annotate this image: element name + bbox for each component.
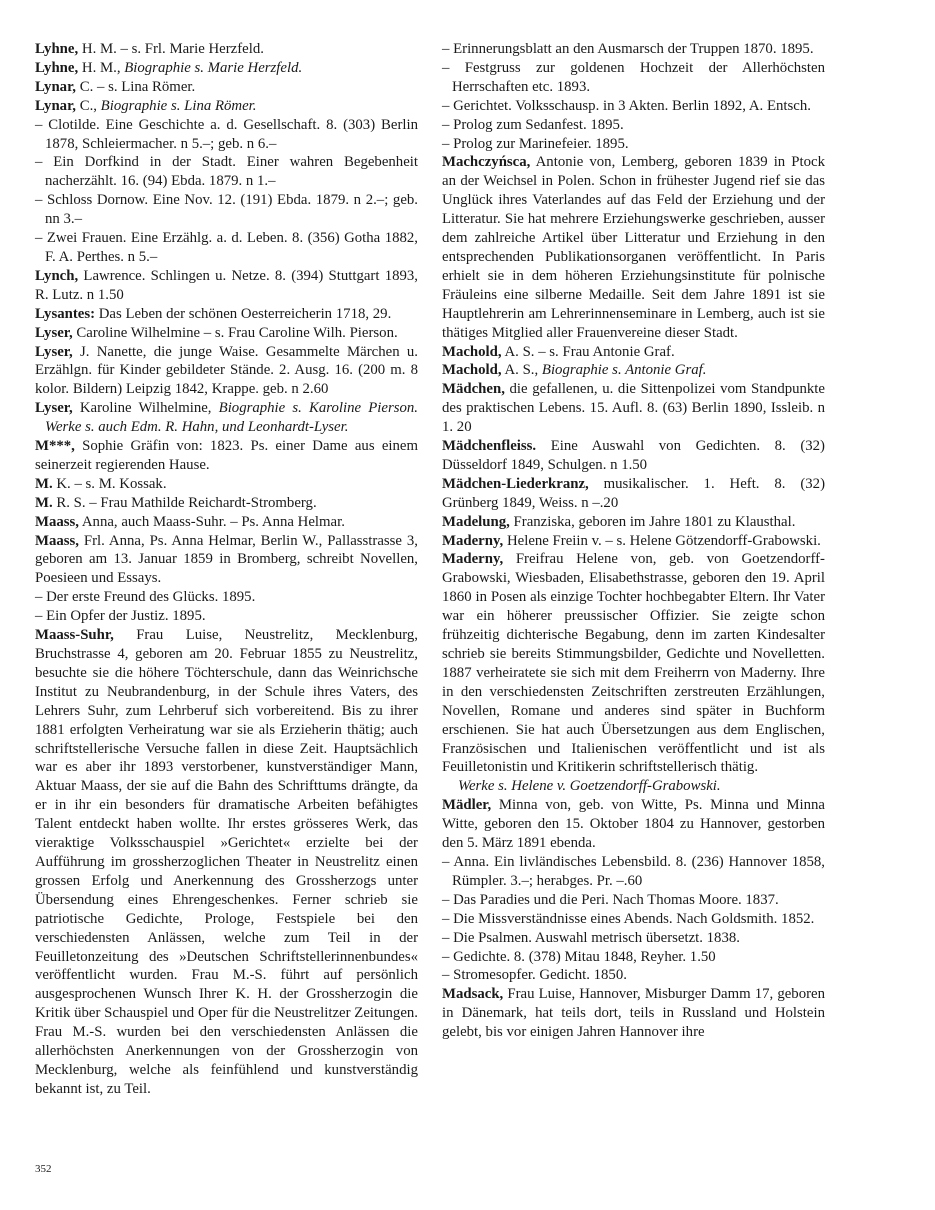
dictionary-entry [35,78,418,97]
entry-text: – Gerichtet. Volksschausp. in 3 Akten. Berlin 1892, A. Entsch. [442,97,811,114]
page-number: 352 [35,1163,52,1175]
dictionary-entry [35,229,418,267]
entry-headword: Lyser, [35,400,73,417]
entry-text: K. – s. M. Kossak. [52,475,167,492]
dictionary-entry [442,891,825,910]
entry-headword: Maass-Suhr, [35,627,114,644]
dictionary-entry [35,588,418,607]
entry-text: die gefallenen, u. die Sittenpolizei vom Standpunkte des praktischen Lebens. 15. Aufl. 8. (63) Berlin 1890, Issleib. n 1. 20 [442,381,825,436]
dictionary-entry [442,343,825,362]
entry-headword: Lynch, [35,267,79,284]
entry-text: Anna, auch Maass-Suhr. – Ps. Anna Helmar. [78,513,345,530]
dictionary-entry [442,361,825,380]
entry-text: R. S. – Frau Mathilde Reichardt-Stromberg. [52,494,317,511]
entry-headword: Machold, [442,343,502,360]
dictionary-entry [35,267,418,305]
entry-text: – Clotilde. Eine Geschichte a. d. Gesellschaft. 8. (303) Berlin 1878, Schleiermacher. n 5.–; geb. n 6.– [35,116,418,152]
entry-headword: M. [35,494,53,511]
entry-text: – Anna. Ein livländisches Lebensbild. 8. (236) Hannover 1858, Rümpler. 3.–; herabges. Pr. –.60 [442,853,825,889]
entry-text: H. M. – s. Frl. Marie Herzfeld. [78,41,264,57]
dictionary-entry [35,437,418,475]
dictionary-entry [442,475,825,513]
dictionary-entry [442,853,825,891]
entry-text: Minna von, geb. von Witte, Ps. Minna und Minna Witte, geboren den 15. Oktober 1804 zu Hannover, gestorben den 5. März 1891 ebenda. [442,797,825,852]
entry-text: Frl. Anna, Ps. Anna Helmar, Berlin W., Pallasstrasse 3, geboren am 13. Januar 1859 in Bromberg, schreibt Novellen, Poesieen und Essays. [35,532,418,587]
dictionary-entry [442,513,825,532]
entry-headword: M***, [35,438,75,455]
entry-headword: Lyhne, [35,41,79,57]
entry-text: – Das Paradies und die Peri. Nach Thomas Moore. 1837. [442,891,779,908]
entry-headword: Mädler, [442,797,492,814]
dictionary-entry [442,59,825,97]
dictionary-entry [442,153,825,342]
entry-headword: Mädchenfleiss. [442,438,537,455]
entry-text: – Ein Opfer der Justiz. 1895. [35,608,206,625]
entry-headword: Mädchen, [442,381,505,398]
entry-text: – Die Missverständnisse eines Abends. Nach Goldsmith. 1852. [442,910,815,927]
entry-text: Sophie Gräfin von: 1823. Ps. einer Dame aus einem seinerzeit regierenden Hause. [35,438,418,473]
entry-headword: Maass, [35,532,79,549]
dictionary-entry [35,475,418,494]
dictionary-entry [35,494,418,513]
entry-text: – Prolog zur Marinefeier. 1895. [442,135,629,152]
entry-headword: Maderny, [442,551,504,568]
entry-headword: Maass, [35,513,79,530]
dictionary-entry [35,40,418,59]
entry-headword: Lyser, [35,343,73,360]
dictionary-entry [442,796,825,853]
entry-headword: Madsack, [442,986,504,1003]
dictionary-entry [35,626,418,1099]
dictionary-entry [442,116,825,135]
dictionary-entry [35,513,418,532]
entry-headword: Maderny, [442,532,504,549]
entry-headword: Lyhne, [35,59,79,76]
entry-text: H. M., [78,59,125,76]
entry-text: – Ein Dorfkind in der Stadt. Einer wahren Begebenheit nacherzählt. 16. (94) Ebda. 1879. n 1.– [35,154,418,190]
entry-text: Frau Luise, Hannover, Misburger Damm 17, geboren in Dänemark, hat teils dort, teils in Russland und Holstein gelebt, bis vor einigen Jahren Hannover ihre [442,986,825,1041]
entry-headword: Machczyńsca, [442,154,531,171]
entry-text: Freifrau Helene von, geb. von Goetzendorff-Grabowski, Wiesbaden, Elisabethstrasse, geboren den 19. April 1860 in Posen als einzige Tochter hochbegabter Eltern. Ihr Vater war ein höherer preussischer Offizier. Sie zeigte schon frühzeitig dichterische Begabung, denn im zarten Kindesalter schrieb sie bereits Stimmungsbilder, Gedichte und Novelletten. 1887 verheiratete sie sich mit dem Freiherrn von Maderny. Ihre in den verschiedensten Zeitschriften zerstreuten Erzählungen, Novellen, Romane und anderes sind später in Buchform erschienen. Sie hat auch Übersetzungen aus dem Englischen, Französischen und Italienischen veröffentlicht und ist als Feuilletonistin und Kritikerin schriftstellerisch thätig. [442,551,825,776]
entry-headword: Lyser, [35,324,73,341]
dictionary-entry [442,910,825,929]
dictionary-entry [442,532,825,551]
entry-text: Helene Freiin v. – s. Helene Götzendorff-Grabowski. [503,532,821,549]
entry-text: – Zwei Frauen. Eine Erzählg. a. d. Leben. 8. (356) Gotha 1882, F. A. Perthes. n 5.– [35,230,418,265]
entry-text: Das Leben der schönen Oesterreicherin 1718, 29. [95,305,392,322]
dictionary-entry [35,343,418,400]
entry-text: – Stromesopfer. Gedicht. 1850. [442,967,627,984]
dictionary-entry [442,40,825,59]
dictionary-entry [35,607,418,626]
entry-text: – Die Psalmen. Auswahl metrisch übersetzt. 1838. [442,929,740,946]
entry-reference: Biographie s. Lina Römer. [100,97,257,114]
entry-headword: Machold, [442,362,502,379]
dictionary-entry [442,777,825,796]
entry-text: – Festgruss zur goldenen Hochzeit der Allerhöchsten Herrschaften etc. 1893. [442,59,825,95]
entry-headword: M. [35,475,53,492]
entry-text: Frau Luise, Neustrelitz, Mecklenburg, Bruchstrasse 4, geboren am 20. Februar 1855 zu Neustrelitz, besuchte sie die höhere Töchterschule, dann das Weinrichsche Institut zu Neubrandenburg, in der Schule ihres Vaters, des Lehrers Suhr, zum Lehrberuf sich vorbereitend. Bis zu ihrer 1881 erfolgten Verheiratung war sie als Erzieherin thätig; auch schriftstellerische Versuche fallen in diese Zeit. Hauptsächlich war es aber ihr 1893 verstorbener, kunstverständiger Mann, Aktuar Maass, der sie auf die Bahn des Schrifttums drängte, da er in ihr ein besonders für dramatische Arbeiten befähigtes Talent entdeckt haben wollte. Ihr erstes grösseres Werk, das vieraktige Volksschauspiel »Gerichtet« erzielte bei der Aufführung im grossherzoglichen Theater in Neustrelitz einen grossen Erfolg und Anerkennung des Grossherzogs unter Übersendung eines Ehrengeschenkes. Ferner schrieb sie patriotische Gedichte, Prologe, Festspiele bei den verschiedensten Anlässen, welche zum Teil in der Feuilletonzeitung des »Deutschen Schriftstellerinnenbundes« veröffentlicht wurden. Frau M.-S. führt auf persönlich ausgesprochenen Wunsch Ihrer K. H. der Grossherzogin die Kritik über Schauspiel und Oper für die Neustrelitzer Zeitungen. Frau M.-S. wurden bei den verschiedensten Anlässen die allerhöchsten Anerkennungen von der Grossherzogin von Mecklenburg, welche als feinfühlend und kunstverständig bekannt ist, zu Teil. [35,627,418,1097]
entry-headword: Mädchen-Liederkranz, [442,475,589,492]
entry-text: Eine Auswahl von Gedichten. 8. (32) Düsseldorf 1849, Schulgen. n 1.50 [442,438,825,473]
entry-text: C., [76,97,101,114]
entry-reference: Biographie s. Antonie Graf. [541,362,707,379]
dictionary-entry [35,305,418,324]
dictionary-entry [442,985,825,1042]
entry-headword: Lynar, [35,97,76,114]
dictionary-entry [442,135,825,154]
entry-text: – Prolog zum Sedanfest. 1895. [442,116,624,133]
entry-text: Karoline Wilhelmine, [72,400,219,417]
dictionary-entry [442,97,825,116]
dictionary-entry [35,399,418,437]
entry-text: Antonie von, Lemberg, geboren 1839 in Ptock an der Weichsel in Polen. Schon in frühester Jugend rief sie das Unglück ihres Vaterlandes auf das Feld der Erziehung und der Litteratur. Sie hat mehrere Erziehungswerke geschrieben, ausser dem zahlreiche Artikel über Litteratur und Erziehung in den entsprechenden Publikationsorganen veröffentlicht. In Paris erhielt sie in dem höheren Erziehungsinstitute für polnische Fräuleins eine silberne Medaille. Seit dem Jahre 1891 ist sie Hauptlehrerin am Lehrerinnenseminare in Lemberg, auch ist sie thätiges Mitglied aller Frauenvereine dieser Stadt. [442,154,825,341]
dictionary-entry [35,191,418,229]
entry-text: – Erinnerungsblatt an den Ausmarsch der Truppen 1870. 1895. [442,41,814,57]
dictionary-entry [442,380,825,437]
entry-reference: Biographie s. Karoline Pierson. Werke s. auch Edm. R. Hahn, und Leonhardt-Lyser. [45,400,418,436]
dictionary-entry [35,532,418,589]
entry-text: A. S. – s. Frau Antonie Graf. [501,343,675,360]
entry-text: Franziska, geboren im Jahre 1801 zu Klausthal. [509,513,796,530]
dictionary-entry [442,550,825,777]
entry-reference: Biographie s. Marie Herzfeld. [124,59,303,76]
entry-text: – Der erste Freund des Glücks. 1895. [35,589,256,606]
entry-headword: Madelung, [442,513,510,530]
entry-text: Lawrence. Schlingen u. Netze. 8. (394) Stuttgart 1893, R. Lutz. n 1.50 [35,267,418,303]
entry-text: Caroline Wilhelmine – s. Frau Caroline Wilh. Pierson. [72,324,398,341]
dictionary-entry [442,437,825,475]
entry-text: – Gedichte. 8. (378) Mitau 1848, Reyher. 1.50 [442,948,716,965]
entry-text: J. Nanette, die junge Waise. Gesammelte Märchen u. Erzählgn. für Kinder gebildeter Stände. 2. Ausg. 16. (200 m. 8 kolor. Bildern) Leipzig 1842, Krappe. geb. n 2.60 [35,343,418,398]
dictionary-entry [35,97,418,116]
right-column [442,40,825,1042]
entry-text: C. – s. Lina Römer. [76,78,196,95]
dictionary-entry [442,948,825,967]
dictionary-entry [35,153,418,191]
dictionary-entry [442,929,825,948]
entry-headword: Lynar, [35,78,76,95]
entry-reference: Werke s. Helene v. Goetzendorff-Grabowski. [458,778,721,795]
entry-text: A. S., [501,362,542,379]
entry-text: – Schloss Dornow. Eine Nov. 12. (191) Ebda. 1879. n 2.–; geb. nn 3.– [35,192,418,228]
entry-headword: Lysantes: [35,305,96,322]
left-column [35,40,418,1099]
dictionary-entry [35,324,418,343]
dictionary-entry [35,59,418,78]
entry-text: musikalischer. 1. Heft. 8. (32) Grünberg 1849, Weiss. n –.20 [442,475,825,511]
dictionary-entry [35,116,418,154]
dictionary-entry [442,966,825,985]
